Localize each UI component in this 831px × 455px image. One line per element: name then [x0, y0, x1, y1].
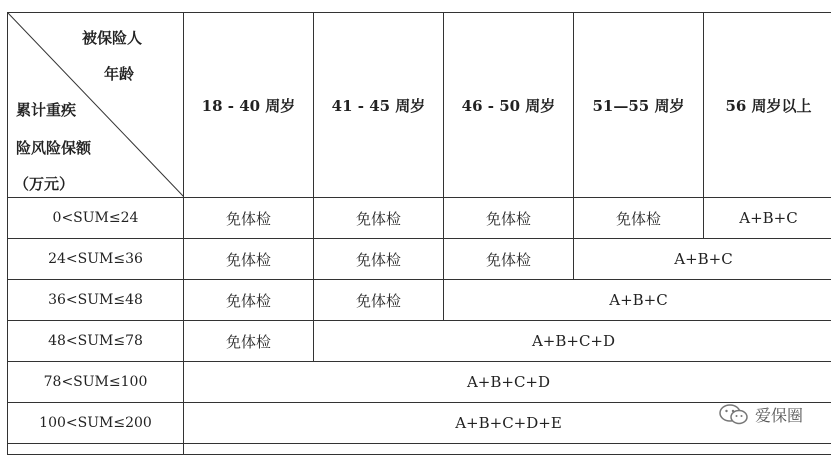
- table-cell: [8, 444, 184, 455]
- corner-cumulative-label: 累计重疾: [16, 99, 76, 120]
- table-cell: 免体检: [314, 280, 444, 321]
- table-row: [8, 239, 831, 280]
- sum-range-cell: 78<SUM≤100: [8, 362, 184, 403]
- sum-range-cell: 48<SUM≤78: [8, 321, 184, 362]
- sum-range-cell: 0<SUM≤24: [8, 198, 184, 239]
- watermark: [719, 403, 803, 426]
- table-cell: 免体检: [444, 239, 574, 280]
- age-header-1: 18 - 40 周岁: [184, 13, 314, 198]
- table-cell: A+B+C: [444, 280, 831, 321]
- underwriting-table: [7, 12, 831, 455]
- table-cell: 免体检: [184, 239, 314, 280]
- table-cell: A+B+C: [704, 198, 831, 239]
- corner-header-cell: [8, 13, 184, 198]
- table-row: [8, 403, 831, 444]
- age-header-4: 51—55 周岁: [574, 13, 704, 198]
- sum-range-cell: 24<SUM≤36: [8, 239, 184, 280]
- wechat-icon: [719, 404, 749, 426]
- table-row: [8, 362, 831, 403]
- table-cell: 免体检: [574, 198, 704, 239]
- sum-range-cell: 36<SUM≤48: [8, 280, 184, 321]
- table-cell: A+B+C+D: [314, 321, 831, 362]
- sum-range-cell: 100<SUM≤200: [8, 403, 184, 444]
- table-cell: 免体检: [314, 239, 444, 280]
- table-cell: 免体检: [184, 280, 314, 321]
- watermark-text: 爱保圈: [755, 403, 803, 426]
- table-cell: 免体检: [444, 198, 574, 239]
- table-cell: 免体检: [184, 321, 314, 362]
- table-row: [8, 321, 831, 362]
- corner-unit-label: （万元）: [14, 173, 74, 194]
- corner-age-label: 年龄: [104, 63, 134, 84]
- corner-risk-amount-label: 险风险保额: [16, 137, 91, 158]
- table-cell: A+B+C+D+E: [184, 403, 831, 444]
- table-cell: A+B+C: [574, 239, 831, 280]
- header-row: [8, 13, 831, 198]
- table-cell: 免体检: [314, 198, 444, 239]
- table-row: [8, 280, 831, 321]
- table-cell: 免体检: [184, 198, 314, 239]
- table-cell: A+B+C+D: [184, 362, 831, 403]
- age-header-5: 56 周岁以上: [704, 13, 831, 198]
- table-row: [8, 198, 831, 239]
- table-row-partial: [8, 444, 831, 455]
- table-cell: [184, 444, 831, 455]
- age-header-3: 46 - 50 周岁: [444, 13, 574, 198]
- corner-insured-label: 被保险人: [82, 27, 142, 48]
- age-header-2: 41 - 45 周岁: [314, 13, 444, 198]
